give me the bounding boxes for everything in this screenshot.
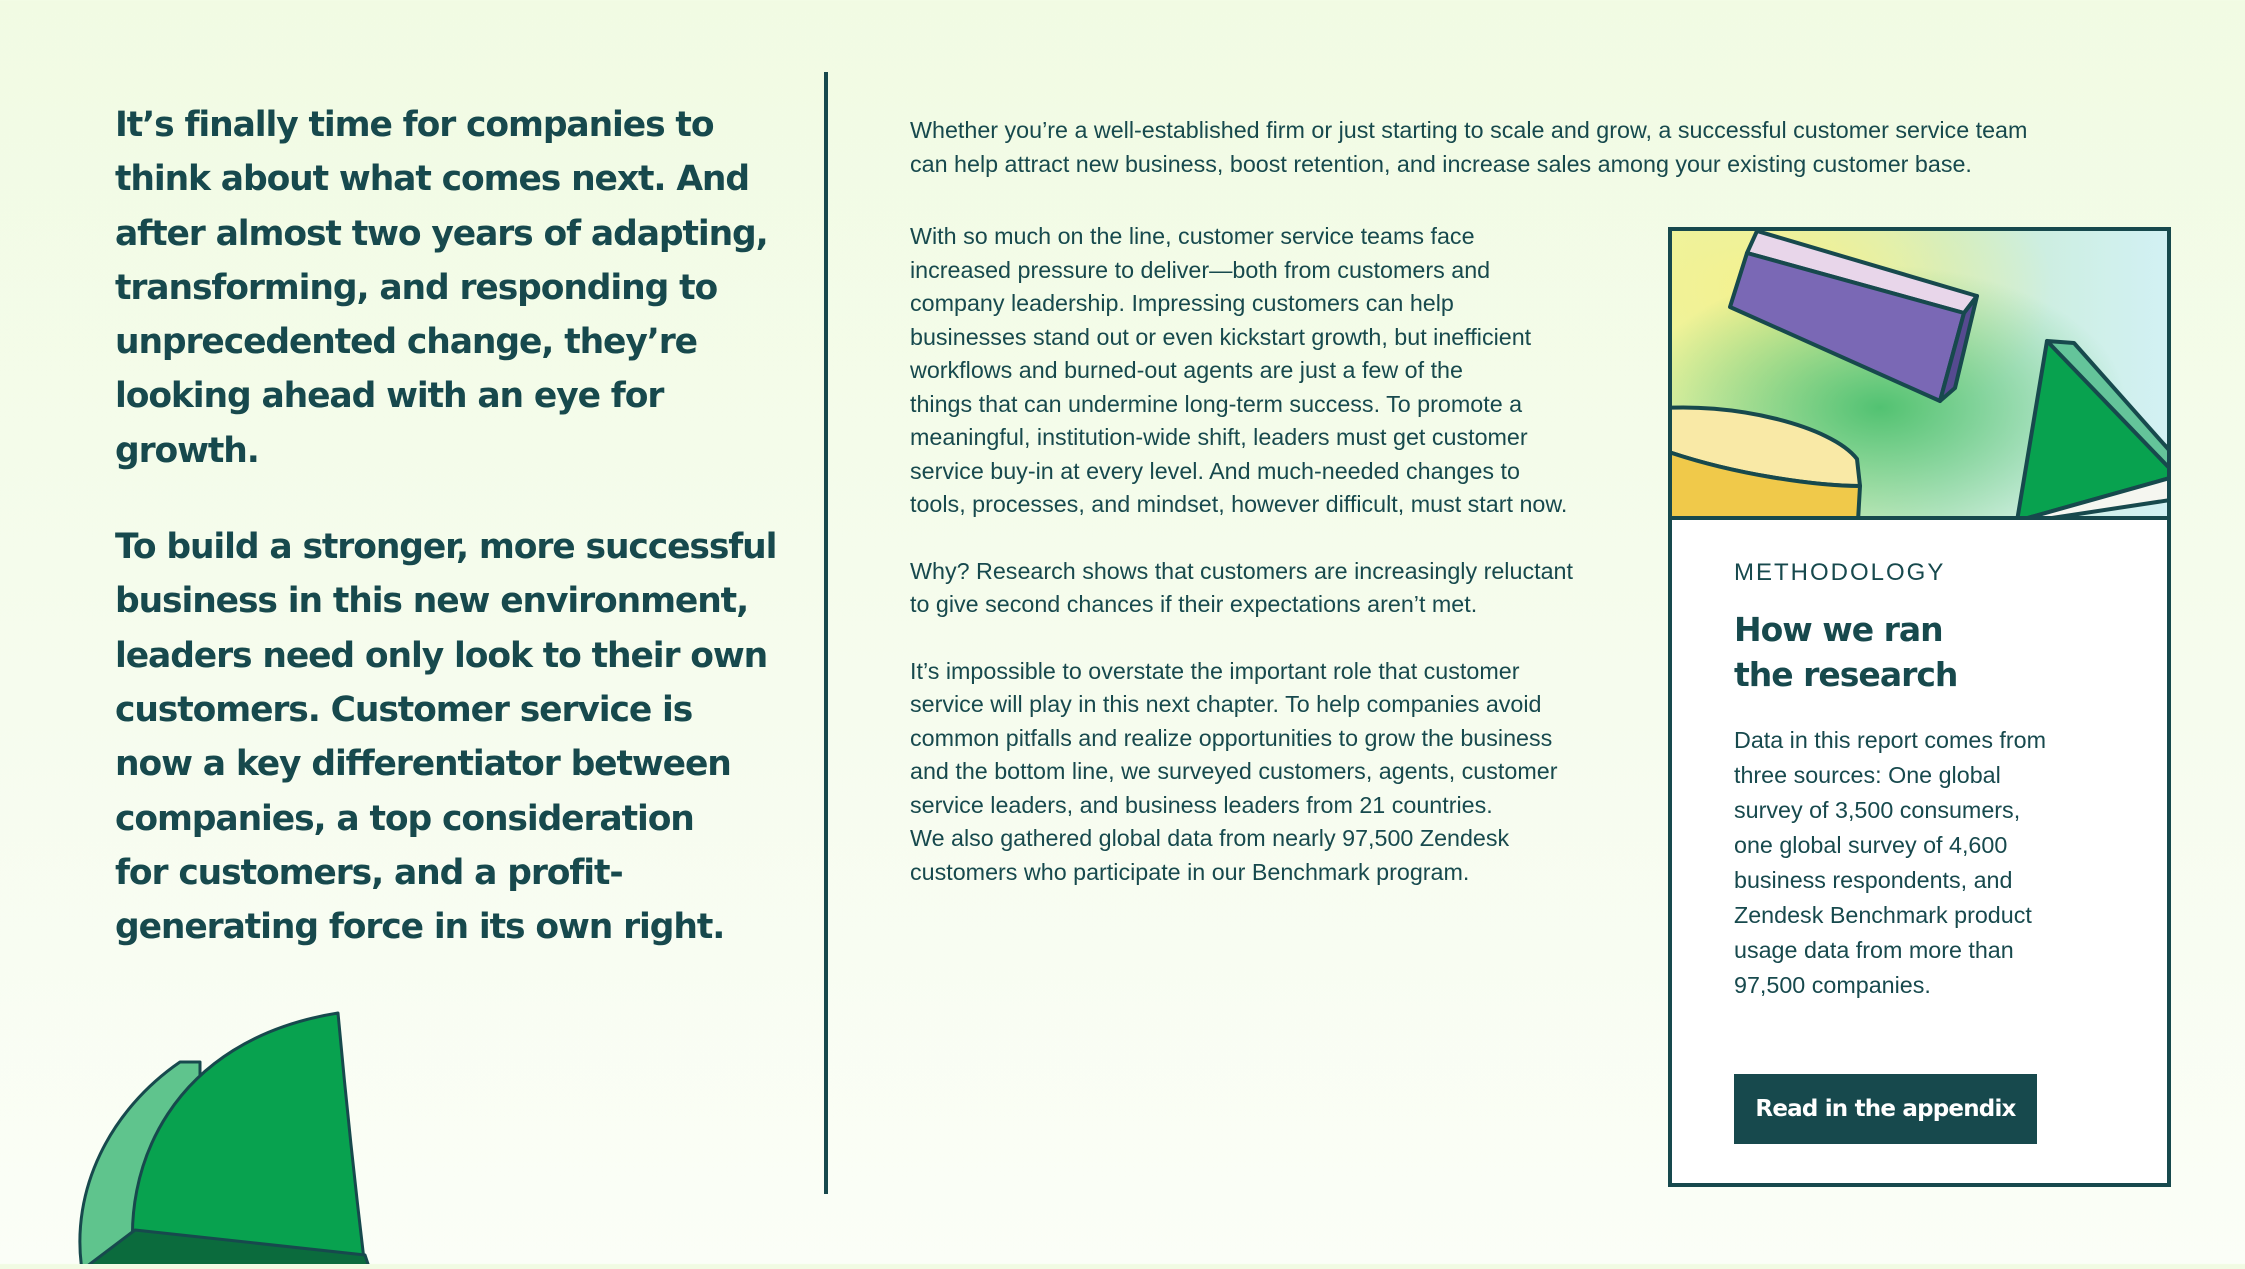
lead-column [115,98,795,996]
body-paragraph-2: Why? Research shows that customers are increasingly reluctant to give second chances if their expectations aren’t met. [910,557,1573,617]
read-appendix-button[interactable]: Read in the appendix [1734,1074,2037,1144]
green-quarter-disc-shape [70,1000,390,1269]
intro-paragraph: Whether you’re a well-established firm or just starting to scale and grow, a successful customer service team can help attract new business, boost retention, and increase sales among your existing customer base. [910,117,2028,177]
vertical-divider [824,72,828,1194]
methodology-title: How we ran the research [1734,610,1958,694]
lead-paragraph-1: It’s finally time for companies to think about what comes next. And after almost two years of adapting, transforming, and responding to unprecedented change, they’re looking ahead with an eye for growth. [115,105,768,471]
methodology-body: Data in this report comes from three sources: One global survey of 3,500 consumers, one global survey of 4,600 business respondents, and Zendesk Benchmark product usage data from more than 97,500 companies. [1734,727,2047,998]
body-column [910,220,1630,922]
methodology-card [1668,227,2171,1187]
methodology-eyebrow: METHODOLOGY [1734,559,1946,586]
methodology-text [1734,559,2134,1003]
abstract-3d-shapes-illustration [1672,231,2167,520]
body-paragraph-3: It’s impossible to overstate the important role that customer service will play in this next chapter. To help companies avoid common pitfalls and realize opportunities to grow the business and the bottom line, we surveyed customers, agents, customer service leaders, and business leaders from 21 countries. We also gathered global data from nearly 97,500 Zendesk customers who participate in our Benchmark program. [910,657,1558,885]
lead-paragraph-2: To build a stronger, more successful business in this new environment, leaders need only look to their own customers. Customer service is now a key differentiator between companies, a top consideration for customers, and a profit- generating force in its own right. [115,527,777,948]
body-paragraph-1: With so much on the line, customer service teams face increased pressure to deliver—both from customers and company leadership. Impressing customers can help businesses stand out or even kickstart growth, but inefficient workflows and burned-out agents are just a few of the things that can undermine long-term success. To promote a meaningful, institution-wide shift, leaders must get customer service buy-in at every level. And much-needed changes to tools, processes, and mindset, however difficult, must start now. [910,223,1568,517]
